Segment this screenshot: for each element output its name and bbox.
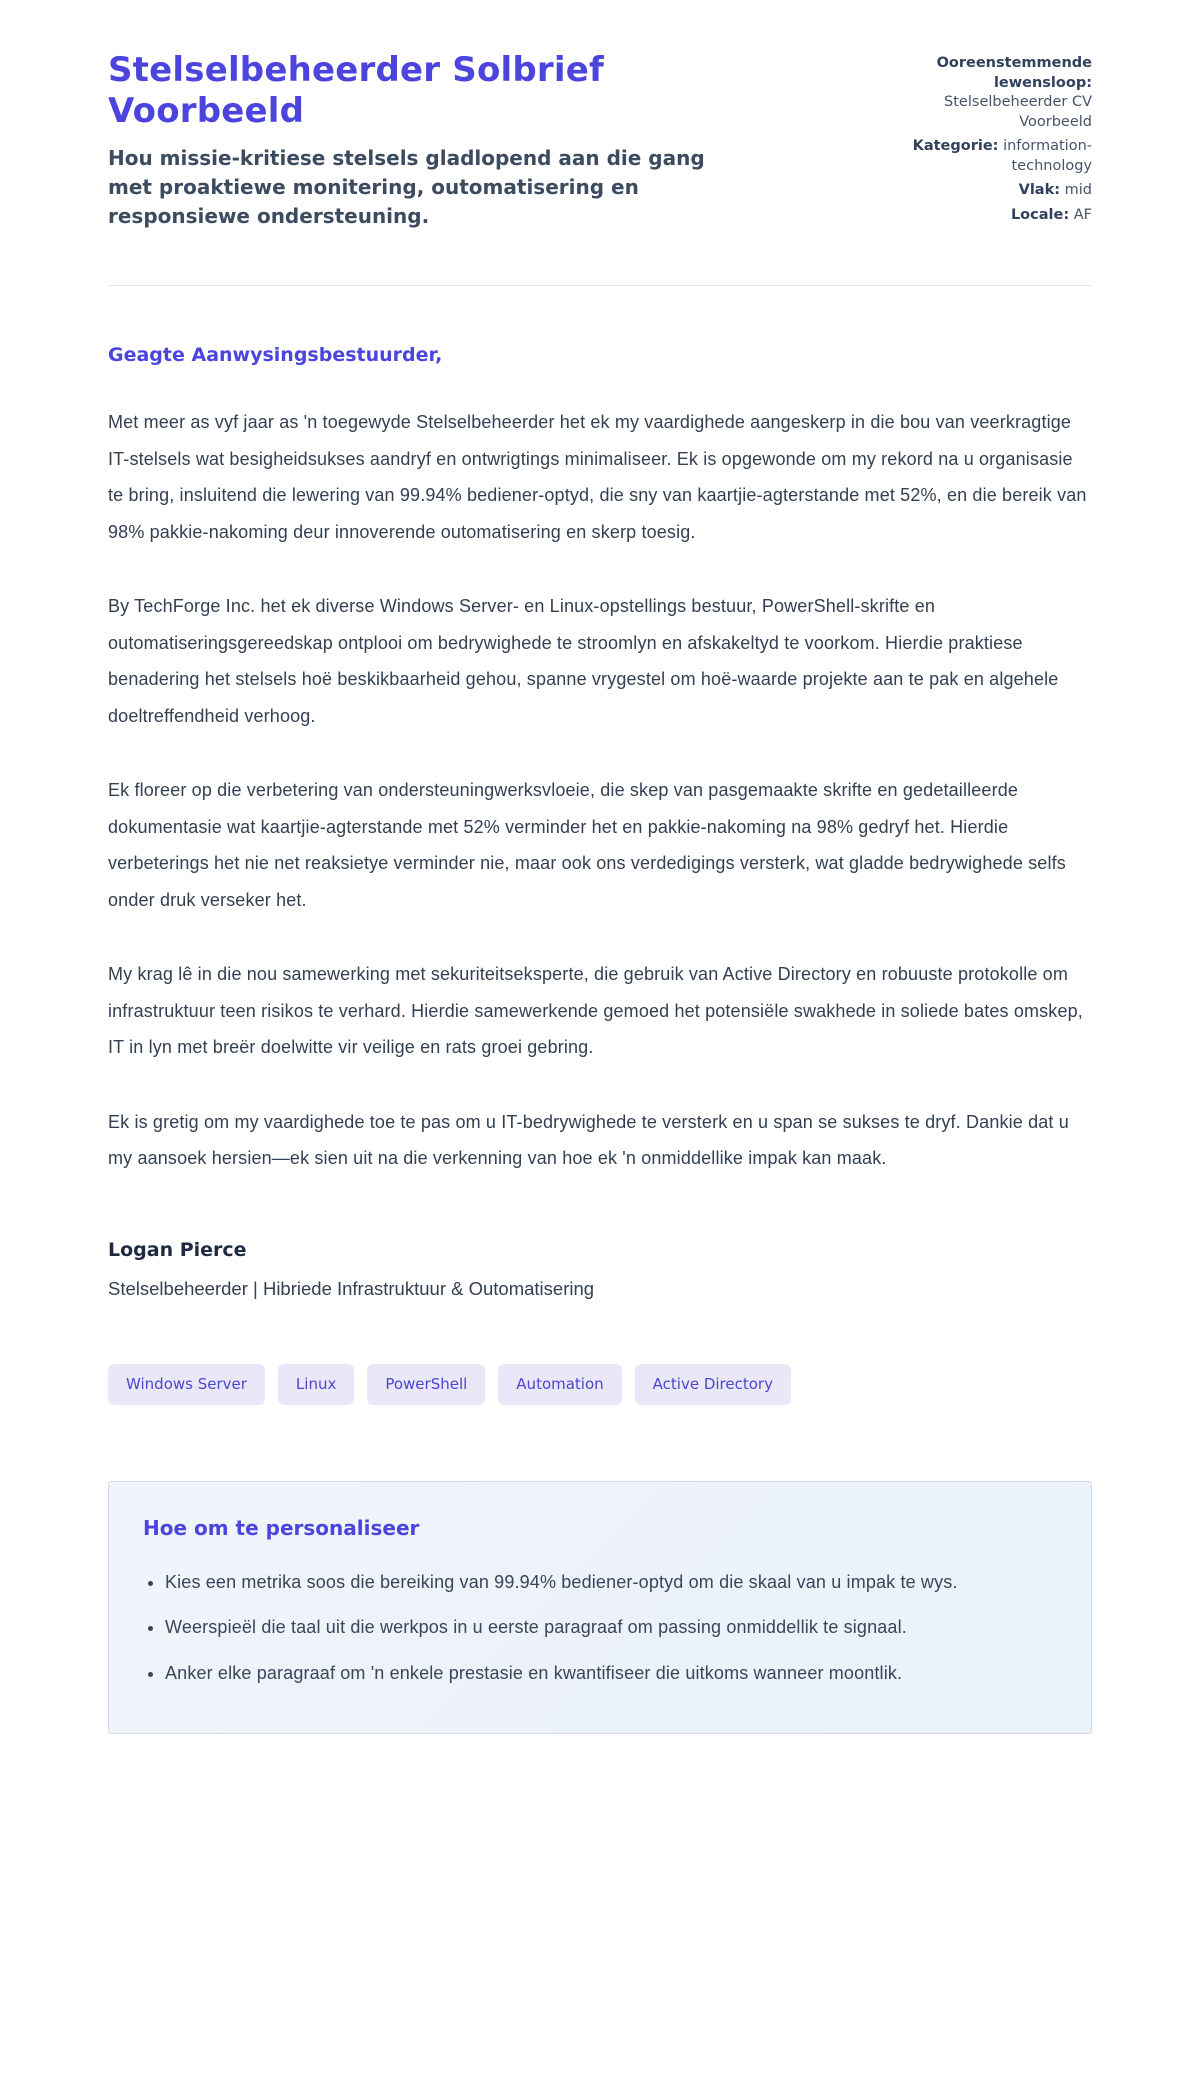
tip-item-3: • Anker elke paragraaf om 'n enkele prestasie en kwantifiseer die uitkoms wanneer moontlik.	[165, 1655, 1055, 1692]
header	[108, 50, 1092, 231]
meta-category-label: Kategorie:	[912, 138, 999, 154]
signature-name: Logan Pierce	[108, 1238, 247, 1261]
signature-block	[108, 1239, 1092, 1300]
page-subtitle: Hou missie-kritiese stelsels gladlopend aan die gang met proaktiewe monitering, outomatisering en responsiewe ondersteuning.	[108, 146, 705, 228]
tip-item-2: • Weerspieël die taal uit die werkpos in u eerste paragraaf om passing onmiddellik te signaal.	[165, 1609, 1055, 1646]
paragraph-5: Ek is gretig om my vaardighede toe te pas om u IT-bedrywighede te versterk en u span se sukses te dryf. Dankie dat u my aansoek hersien—ek sien uit na die verkenning van hoe ek 'n onmiddellike impak kan maak.	[108, 1111, 1069, 1168]
skill-tags	[108, 1364, 1092, 1405]
paragraph-1: Met meer as vyf jaar as 'n toegewyde Stelselbeheerder het ek my vaardighede aangeskerp in die bou van veerkragtige IT-stelsels wat besigheidsukses aandryf en ontwrigtings minimaliseer. Ek is opgewonde om my rekord na u organisasie te bring, insluitend die lewering van 99.94% bediener-optyd, die sny van kaartjie-agterstande met 52%, en die bereik van 98% pakkie-nakoming deur innoverende outomatisering en skerp toesig.	[108, 412, 1087, 542]
page-title: Stelselbeheerder Solbrief Voorbeeld	[108, 50, 605, 131]
meta-level-value: mid	[1064, 182, 1092, 198]
meta-resume-value: Stelselbeheerder CV Voorbeeld	[944, 94, 1092, 130]
tag-active-directory: Active Directory	[635, 1364, 791, 1405]
tag-powershell: PowerShell	[367, 1364, 485, 1405]
tips-list	[143, 1564, 1055, 1692]
header-titles	[108, 50, 728, 231]
meta-locale	[882, 206, 1092, 226]
meta-level-label: Vlak:	[1018, 182, 1061, 198]
tag-automation: Automation	[498, 1364, 621, 1405]
meta-resume	[882, 54, 1092, 132]
tag-windows-server: Windows Server	[108, 1364, 265, 1405]
greeting: Geagte Aanwysingsbestuurder,	[108, 344, 443, 366]
paragraph-4: My krag lê in die nou samewerking met sekuriteitseksperte, die gebruik van Active Directory en robuuste protokolle om infrastruktuur teen risikos te verhard. Hierdie samewerkende gemoed het potensiële swakhede in soliede bates omskep, IT in lyn met breër doelwitte vir veilige en rats groei gebring.	[108, 964, 1083, 1057]
meta-locale-value: AF	[1073, 206, 1092, 223]
meta-locale-label: Locale:	[1010, 206, 1070, 223]
tag-linux: Linux	[278, 1364, 354, 1405]
header-divider	[108, 285, 1092, 286]
tips-heading: Hoe om te personaliseer	[143, 1515, 420, 1540]
paragraph-3: Ek floreer op die verbetering van ondersteuningwerksvloeie, die skep van pasgemaakte skrifte en gedetailleerde dokumentasie wat kaartjie-agterstande met 52% verminder het en pakkie-nakoming na 98% gedryf het. Hierdie verbeterings het nie net reaksietye verminder nie, maar ook ons verdedigings versterk, wat gladde bedrywighede selfs onder druk verseker het.	[108, 780, 1066, 910]
cover-letter-page	[108, 50, 1092, 1734]
meta-category	[882, 137, 1092, 176]
meta-level	[882, 181, 1092, 201]
meta-resume-label: Ooreenstemmende lewensloop:	[936, 55, 1092, 91]
meta-panel	[882, 50, 1092, 230]
tip-item-1: • Kies een metrika soos die bereiking van 99.94% bediener-optyd om die skaal van u impak te wys.	[165, 1564, 1055, 1601]
paragraph-2: By TechForge Inc. het ek diverse Windows Server- en Linux-opstellings bestuur, PowerShell-skrifte en outomatiseringsgereedskap ontplooi om bedrywighede te stroomlyn en afskakeltyd te voorkom. Hierdie praktiese benadering het stelsels hoë beskikbaarheid gehou, spanne vrygestel om hoë-waarde projekte aan te pak en algehele doeltreffendheid verhoog.	[108, 596, 1059, 726]
meta-category-value: information-technology	[1003, 138, 1092, 174]
personalization-tips-box	[108, 1481, 1092, 1735]
signature-title: Stelselbeheerder | Hibriede Infrastruktuur & Outomatisering	[108, 1277, 595, 1299]
